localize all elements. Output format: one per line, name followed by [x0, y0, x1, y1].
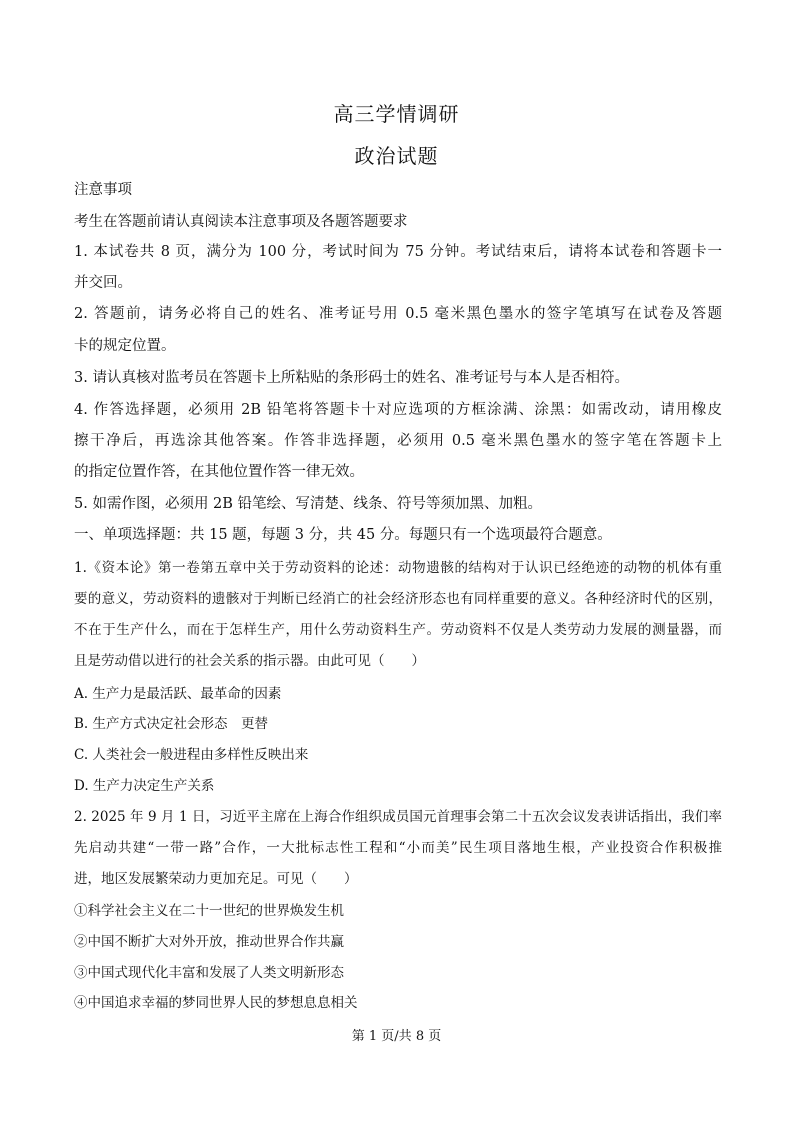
q1-stem-line-3: 不在于生产什么，而在于怎样生产，用什么劳动资料生产。劳动资料不仅是人类劳动力发展的测量器，而	[74, 622, 722, 638]
q1-stem-line-4: 且是劳动借以进行的社会关系的指示器。由此可见（ ）	[74, 653, 425, 669]
q1-option-c: C. 人类社会一般进程由多样性反映出来	[74, 747, 309, 763]
q1-stem-line-2: 要的意义，劳动资料的遗骸对于判断已经消亡的社会经济形态也有同样重要的意义。各种经济时代的区别，	[74, 591, 722, 607]
notice-heading: 注意事项	[74, 182, 132, 198]
notice-item-1-line-1: 1. 本试卷共 8 页，满分为 100 分，考试时间为 75 分钟。考试结束后，请将本试卷和答题卡一	[74, 244, 722, 260]
q1-stem-line-1: 1.《资本论》第一卷第五章中关于劳动资料的论述：动物遗骸的结构对于认识已经绝迹的动物的机体有重	[74, 560, 722, 576]
notice-item-1-line-2: 并交回。	[74, 275, 132, 291]
notice-intro: 考生在答题前请认真阅读本注意事项及各题答题要求	[74, 214, 408, 230]
q2-option-1: ①科学社会主义在二十一世纪的世界焕发生机	[74, 903, 344, 919]
notice-item-4-line-2: 擦干净后，再选涂其他答案。作答非选择题，必须用 0.5 毫米黑色墨水的签字笔在答题卡上	[74, 433, 722, 449]
q2-option-2: ②中国不断扩大对外开放，推动世界合作共赢	[74, 934, 344, 950]
notice-item-4-line-1: 4. 作答选择题，必须用 2B 铅笔将答题卡十对应选项的方框涂满、涂黑：如需改动，请用橡皮	[74, 402, 722, 418]
notice-item-3: 3. 请认真核对监考员在答题卡上所粘贴的条形码士的姓名、准考证号与本人是否相符。	[74, 370, 629, 386]
q1-option-a: A. 生产力是最活跃、最革命的因素	[74, 686, 282, 702]
q2-stem-line-3: 进，地区发展繁荣动力更加充足。可见（ ）	[74, 871, 358, 887]
q2-stem-line-2: 先启动共建“一带一路”合作，一大批标志性工程和“小而美”民生项目落地生根，产业投资合作积极推	[74, 840, 722, 856]
exam-subject: 政治试题	[354, 144, 439, 168]
exam-title: 高三学情调研	[333, 102, 460, 126]
section-heading: 一、单项选择题：共 15 题，每题 3 分，共 45 分。每题只有一个选项最符合题意。	[74, 527, 612, 543]
page-number: 第 1 页/共 8 页	[351, 1029, 442, 1044]
q1-option-d: D. 生产力决定生产关系	[74, 778, 215, 794]
q2-stem-line-1: 2. 2025 年 9 月 1 日，习近平主席在上海合作组织成员国元首理事会第二十五次会议发表讲话指出，我们率	[74, 809, 722, 825]
q2-option-3: ③中国式现代化丰富和发展了人类文明新形态	[74, 965, 344, 981]
q1-option-b: B. 生产方式决定社会形态 更替	[74, 716, 269, 732]
notice-item-2-line-2: 卡的规定位置。	[74, 338, 176, 354]
q2-option-4: ④中国追求幸福的梦同世界人民的梦想息息相关	[74, 995, 358, 1011]
notice-item-5: 5. 如需作图，必须用 2B 铅笔绘、写清楚、线条、符号等须加黑、加粗。	[74, 496, 543, 512]
notice-item-2-line-1: 2. 答题前，请务必将自己的姓名、准考证号用 0.5 毫米黑色墨水的签字笔填写在试卷及答题	[74, 306, 722, 322]
notice-item-4-line-3: 的指定位置作答，在其他位置作答一律无效。	[74, 464, 364, 480]
